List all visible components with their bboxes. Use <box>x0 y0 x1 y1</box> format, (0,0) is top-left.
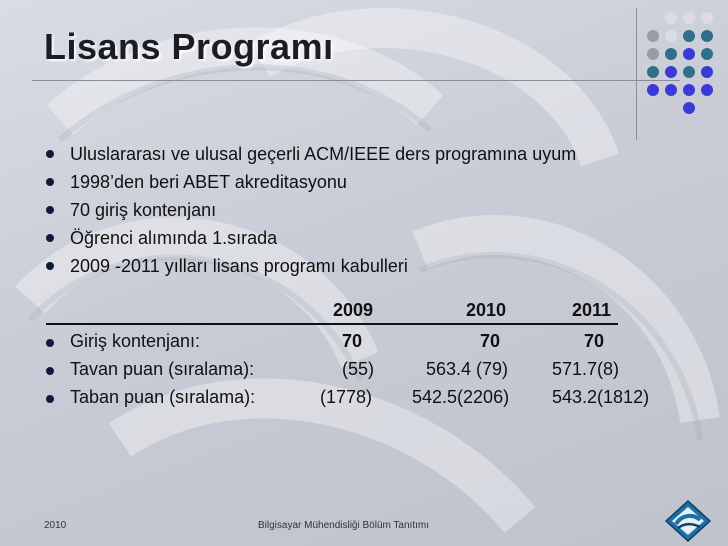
year-header-2010: 2010 <box>466 300 507 320</box>
decor-dot <box>683 84 695 96</box>
bullet-text: 1998’den beri ABET akreditasyonu <box>70 172 347 192</box>
cell-2011: 543.2(1812) <box>552 387 650 407</box>
bullet-icon <box>46 178 54 186</box>
decor-dot <box>701 84 713 96</box>
bullet-icon <box>46 395 54 403</box>
decor-dot <box>683 12 695 24</box>
decor-dot <box>683 66 695 78</box>
bullet-item <box>46 224 576 252</box>
footer-year: 2010 <box>44 520 67 531</box>
bullet-item <box>46 252 576 280</box>
cell-2009: (55) <box>342 359 375 379</box>
bullet-item <box>46 196 576 224</box>
cell-2009: 70 <box>342 331 363 351</box>
decor-dot <box>665 48 677 60</box>
department-logo-icon <box>664 500 712 542</box>
table-row-taban <box>46 383 686 411</box>
decor-dot <box>665 12 677 24</box>
footer-title: Bilgisayar Mühendisliği Bölüm Tanıtımı <box>258 520 430 531</box>
decorative-dot-grid <box>643 12 723 122</box>
decor-dot <box>701 48 713 60</box>
title-divider <box>32 80 680 81</box>
bullet-text: Uluslararası ve ulusal geçerli ACM/IEEE ders programına uyum <box>70 144 577 164</box>
bullet-icon <box>46 339 54 347</box>
decor-dot <box>701 30 713 42</box>
table-row-kontenjan <box>46 327 686 355</box>
bullet-icon <box>46 234 54 242</box>
decor-dot <box>647 84 659 96</box>
year-header-2009: 2009 <box>333 300 374 320</box>
cell-2011: 571.7(8) <box>552 359 620 379</box>
table-header-underline <box>46 323 618 325</box>
cell-2010: 70 <box>480 331 501 351</box>
bullet-text: 2009 -2011 yılları lisans programı kabulleri <box>70 256 408 276</box>
bullet-icon <box>46 206 54 214</box>
bullet-icon <box>46 367 54 375</box>
slide-title: Lisans Programı <box>44 26 334 67</box>
bullet-list <box>46 140 576 280</box>
cell-2010: 563.4 (79) <box>426 359 509 379</box>
bullet-icon <box>46 262 54 270</box>
decor-dot <box>665 66 677 78</box>
bullet-item <box>46 140 576 168</box>
decor-dot <box>683 30 695 42</box>
bullet-icon <box>46 150 54 158</box>
decor-dot <box>683 48 695 60</box>
vertical-divider <box>636 8 637 140</box>
year-header-2011: 2011 <box>572 300 612 320</box>
cell-2010: 542.5(2206) <box>412 387 510 407</box>
table-row-tavan <box>46 355 686 383</box>
decor-dot <box>647 66 659 78</box>
bullet-item <box>46 168 576 196</box>
decor-dot <box>701 66 713 78</box>
cell-2009: (1778) <box>320 387 373 407</box>
bullet-text: Öğrenci alımında 1.sırada <box>70 228 278 248</box>
decor-dot <box>647 48 659 60</box>
decor-dot <box>665 84 677 96</box>
row-label: Tavan puan (sıralama): <box>70 359 255 379</box>
decor-dot <box>701 12 713 24</box>
bullet-text: 70 giriş kontenjanı <box>70 200 217 220</box>
decor-dot <box>665 30 677 42</box>
decor-dot <box>683 102 695 114</box>
row-label: Giriş kontenjanı: <box>70 331 201 351</box>
row-label: Taban puan (sıralama): <box>70 387 256 407</box>
decor-dot <box>647 30 659 42</box>
cell-2011: 70 <box>584 331 605 351</box>
